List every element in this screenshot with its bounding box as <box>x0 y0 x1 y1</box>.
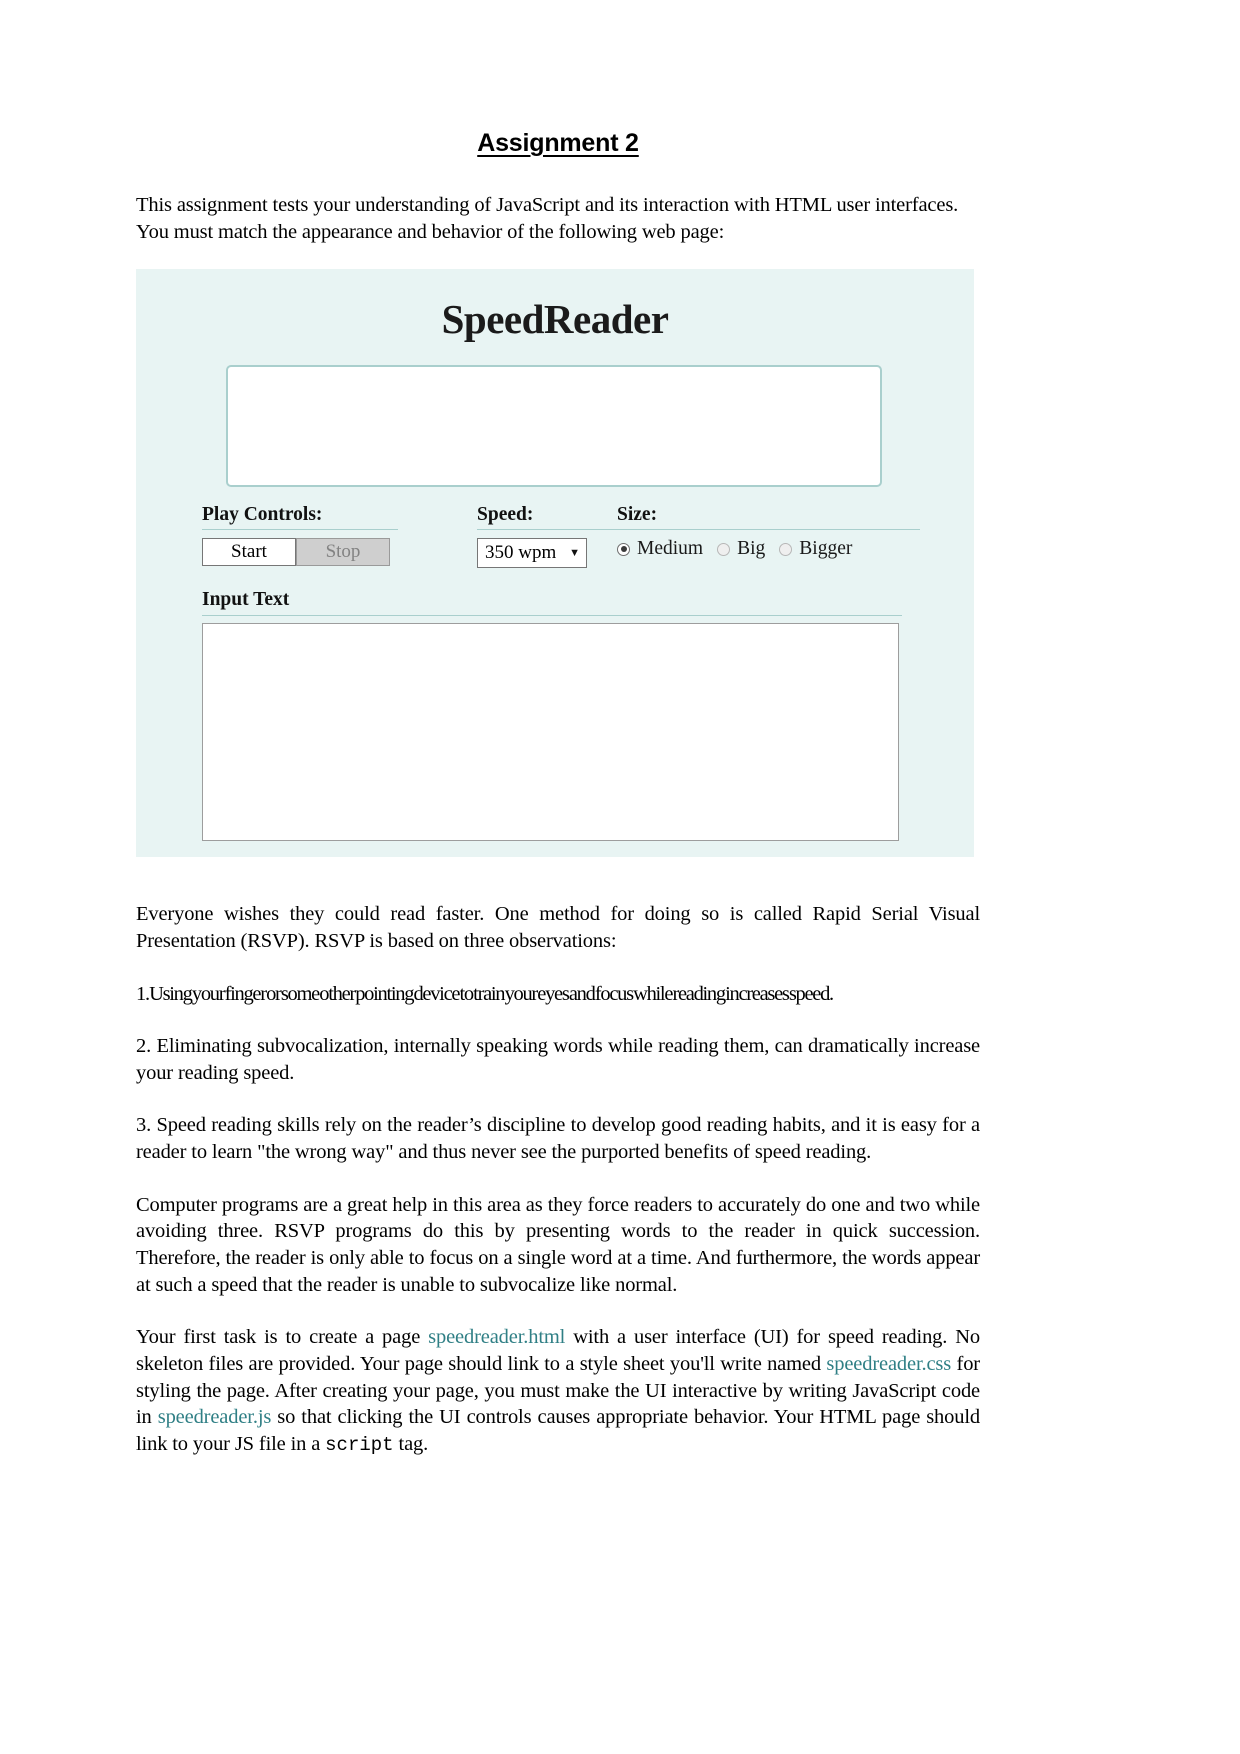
page-title: Assignment 2 <box>477 129 639 157</box>
size-radio-bigger-label: Bigger <box>799 538 853 560</box>
task-text-5: tag. <box>393 1432 429 1455</box>
size-label: Size: <box>617 504 920 530</box>
input-textarea[interactable] <box>202 623 899 841</box>
size-group <box>617 504 920 560</box>
start-button[interactable]: Start <box>202 538 296 566</box>
controls-row <box>202 504 920 566</box>
size-radio-big[interactable] <box>717 538 765 560</box>
play-controls-buttons <box>202 538 398 566</box>
stop-button[interactable]: Stop <box>296 538 390 566</box>
size-radio-big-label: Big <box>737 538 766 560</box>
size-radio-group <box>617 538 920 560</box>
link-speedreader-html[interactable]: speedreader.html <box>428 1326 566 1349</box>
observation-3-rest: to learn "the wrong way" and thus never see the purported benefits of speed reading. <box>186 1141 872 1164</box>
speed-group <box>477 504 617 568</box>
speed-select-value: 350 wpm <box>485 542 557 564</box>
observation-3-compressed: 3. Speed reading skills rely on the reader’s discipline to develop good reading habits, and it is easy for a reader <box>136 1114 980 1164</box>
speed-label: Speed: <box>477 504 617 530</box>
speedreader-screenshot <box>136 269 974 857</box>
size-radio-medium-label: Medium <box>637 538 704 560</box>
input-text-label: Input Text <box>202 589 902 616</box>
document-content <box>136 128 980 1484</box>
intro-paragraph: This assignment tests your understanding of JavaScript and its interaction with HTML user interfaces. You must match the appearance and behavior of the following web page: <box>136 194 959 243</box>
task-text-3: for styling the page. After creating your page, you must make the UI interactive by writing JavaScript code in <box>136 1352 980 1429</box>
app-title: SpeedReader <box>441 296 669 343</box>
input-text-section <box>202 589 902 841</box>
paragraph-task <box>136 1324 980 1457</box>
radio-icon-big[interactable] <box>717 543 730 556</box>
link-speedreader-css[interactable]: speedreader.css <box>826 1352 952 1375</box>
script-tag-code: script <box>325 1433 394 1456</box>
play-controls-label: Play Controls: <box>202 504 398 530</box>
radio-icon-medium[interactable] <box>617 543 630 556</box>
play-controls-group <box>202 504 398 566</box>
paragraph-observation-3 <box>136 1112 980 1165</box>
speedreader-app <box>136 269 974 857</box>
task-text-1: Your first task is to create a page <box>136 1326 429 1349</box>
paragraph-observation-2: 2. Eliminating subvocalization, internally speaking words while reading them, can dramatically increase your reading speed. <box>136 1035 980 1084</box>
paragraph-rsvp-intro: Everyone wishes they could read faster. One method for doing so is called Rapid Serial Visual Presentation (RSVP). RSVP is based on three observations: <box>136 903 980 952</box>
word-display-box <box>226 365 882 487</box>
speed-select[interactable] <box>477 538 587 568</box>
size-radio-medium[interactable] <box>617 538 703 560</box>
radio-icon-bigger[interactable] <box>779 543 792 556</box>
chevron-down-icon: ▼ <box>569 546 580 559</box>
link-speedreader-js[interactable]: speedreader.js <box>157 1406 272 1429</box>
speed-select-wrap <box>477 538 617 568</box>
paragraph-observation-1: 1. Using your finger or some other pointing device to train your eyes and focus while reading increases speed. <box>136 982 833 1005</box>
size-radio-bigger[interactable] <box>779 538 852 560</box>
task-text-4: so that clicking the UI controls causes appropriate behavior. Your HTML page should link to your JS file in a <box>136 1406 981 1455</box>
task-text-2: with a user interface (UI) for speed reading. No skeleton files are provided. Your page should link to a style sheet you'll write named <box>136 1326 980 1375</box>
paragraph-computer-programs: Computer programs are a great help in this area as they force readers to accurately do one and two while avoiding three. RSVP programs do this by presenting words to the reader in quick succession. Therefore, the reader is only able to focus on a single word at a time. And furthermore, the words appear at such a speed that the reader is unable to subvocalize like normal. <box>136 1193 980 1296</box>
